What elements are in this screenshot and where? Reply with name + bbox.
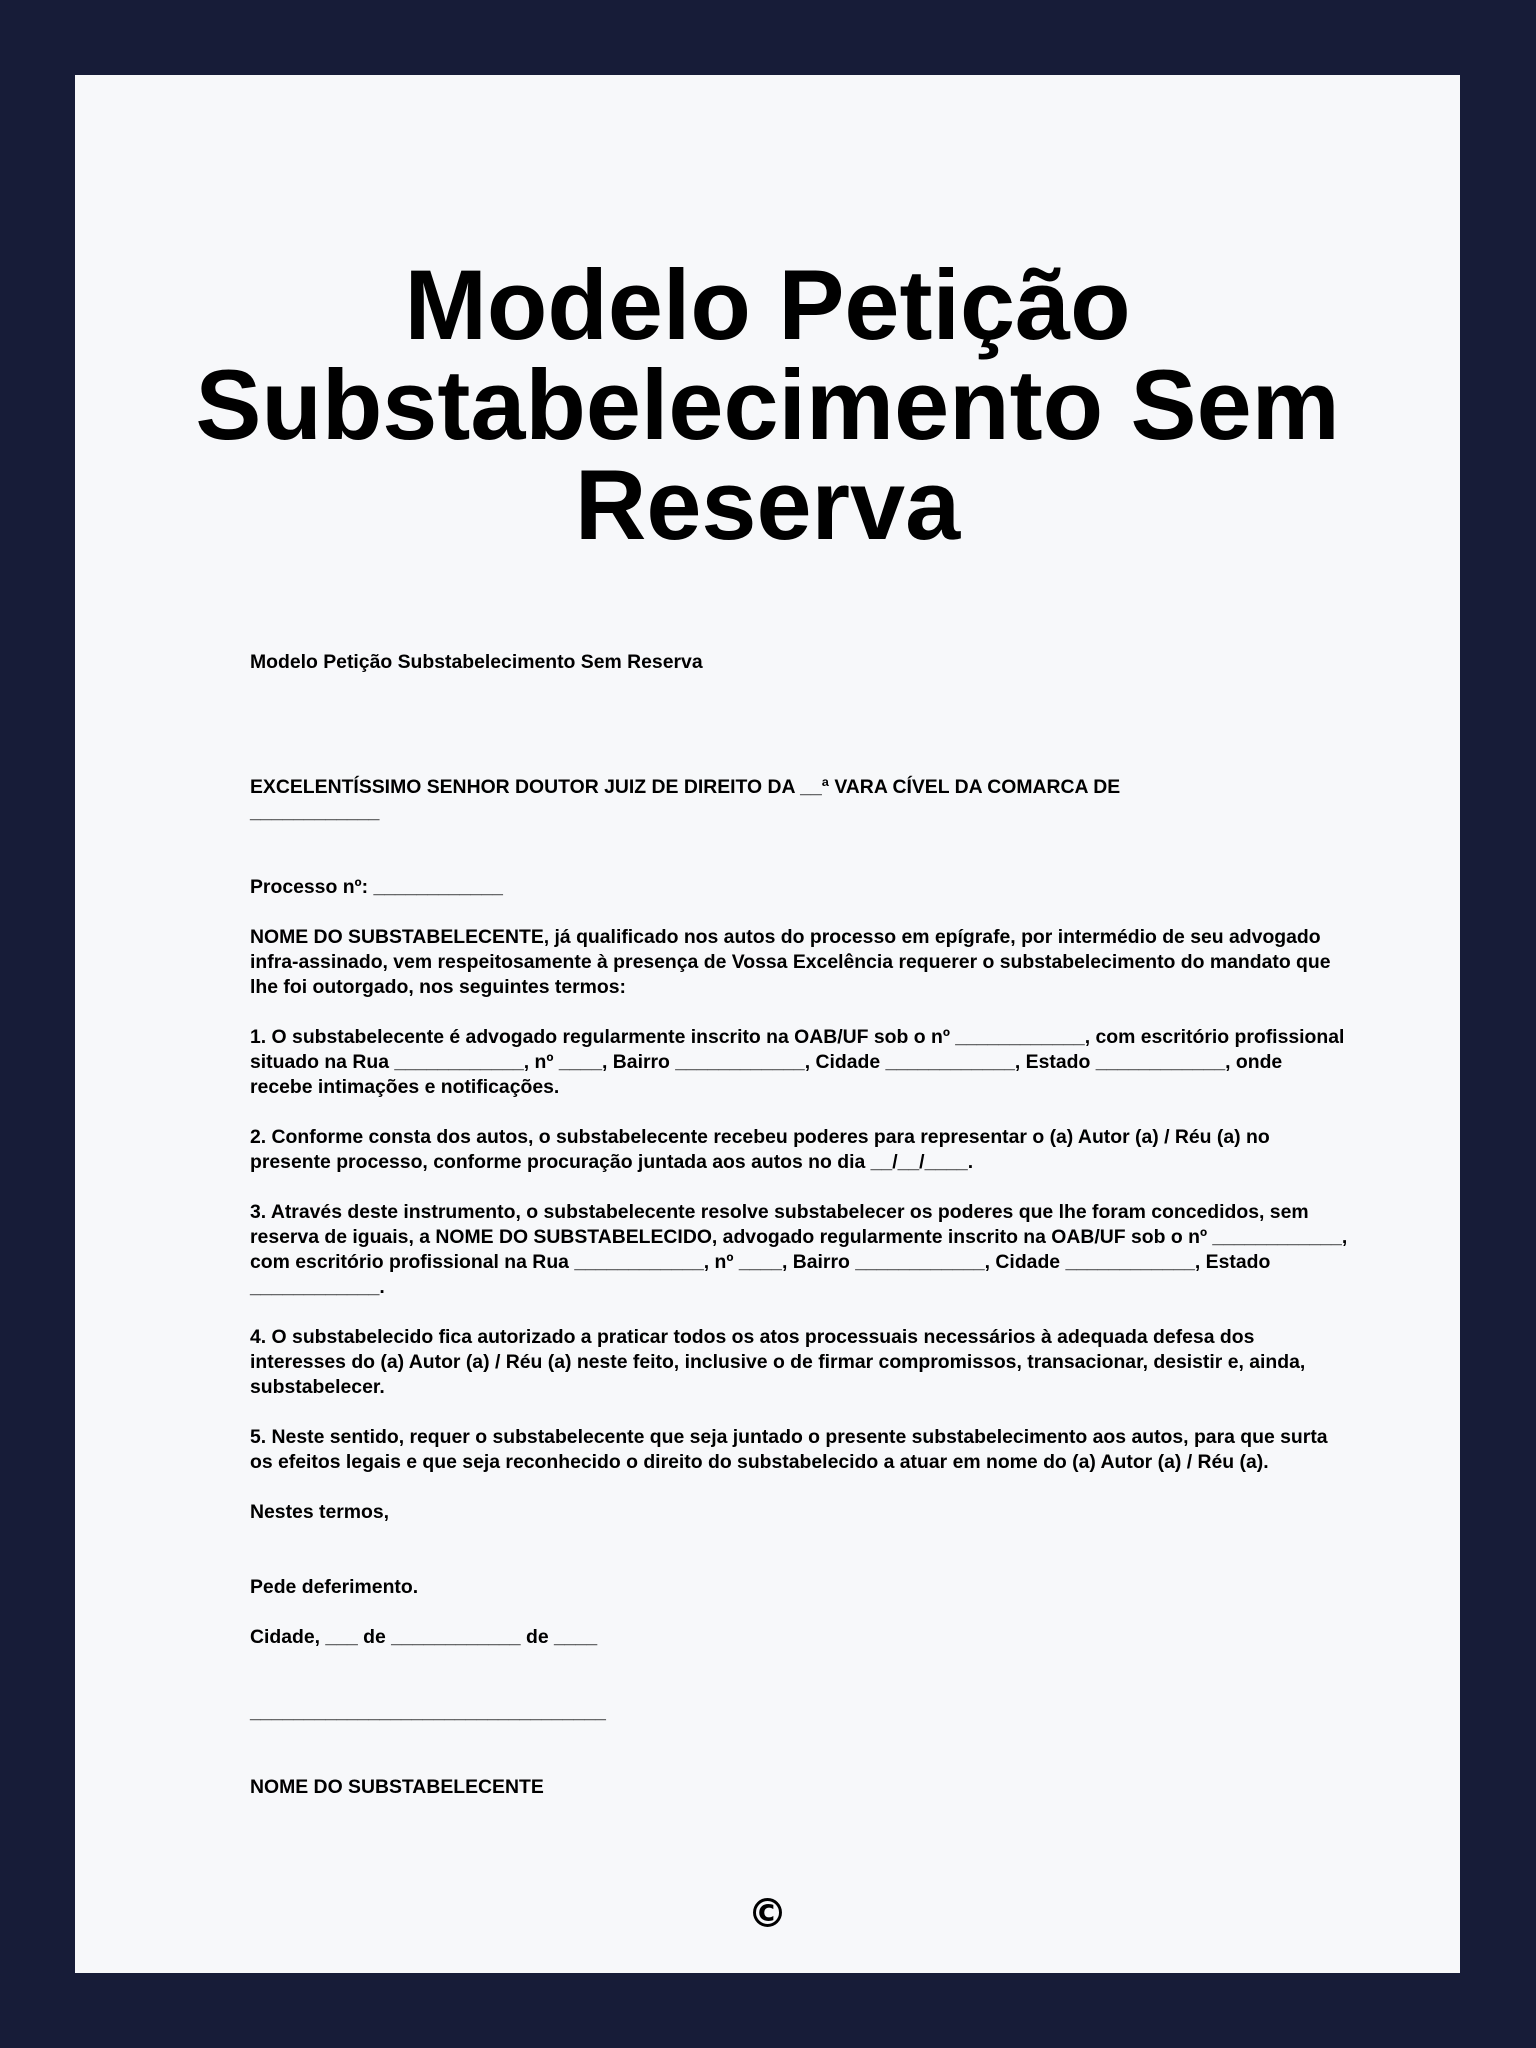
document-subtitle: Modelo Petição Substabelecimento Sem Reserva <box>250 651 703 673</box>
item-1-paragraph: 1. O substabelecente é advogado regularmente inscrito na OAB/UF sob o nº ____________, com escritório profissional situado na Rua ____________, nº ____, Bairro ____________, Cidade ____________, Estado ____________, onde recebe intimações e notificações. <box>250 1026 1345 1098</box>
item-5-paragraph: 5. Neste sentido, requer o substabelecente que seja juntado o presente substabelecimento aos autos, para que surta os efeitos legais e que seja reconhecido o direito do substabelecido a atuar em nome do (a) Autor (a) / Réu (a). <box>250 1426 1328 1473</box>
addressee-line-2: ____________ <box>250 801 380 823</box>
process-number: Processo nº: ____________ <box>250 876 503 898</box>
closing-pede-deferimento: Pede deferimento. <box>250 1576 419 1598</box>
intro-paragraph: NOME DO SUBSTABELECENTE, já qualificado nos autos do processo em epígrafe, por intermédio de seu advogado infra-assinado, vem respeitosamente à presença de Vossa Excelência requerer o substabelecimento do mandato que lhe foi outorgado, nos seguintes termos: <box>250 926 1331 998</box>
closing-nestes-termos: Nestes termos, <box>250 1501 390 1523</box>
addressee-line-1: EXCELENTÍSSIMO SENHOR DOUTOR JUIZ DE DIREITO DA __ª VARA CÍVEL DA COMARCA DE <box>250 776 1121 798</box>
document-title: Modelo Petição Substabelecimento Sem Reserva <box>195 249 1340 560</box>
signature-line: _________________________________ <box>250 1701 606 1723</box>
addressee-line <box>250 775 1350 825</box>
document-body <box>250 650 1350 1800</box>
date-line: Cidade, ___ de ____________ de ____ <box>250 1626 598 1648</box>
item-3-paragraph: 3. Através deste instrumento, o substabelecente resolve substabelecer os poderes que lhe foram concedidos, sem reserva de iguais, a NOME DO SUBSTABELECIDO, advogado regularmente inscrito na OAB/UF sob o nº ____________, com escritório profissional na Rua ____________, nº ____, Bairro ____________, Cidade ____________, Estado ____________. <box>250 1201 1348 1298</box>
item-4-paragraph: 4. O substabelecido fica autorizado a praticar todos os atos processuais necessários à adequada defesa dos interesses do (a) Autor (a) / Réu (a) neste feito, inclusive o de firmar compromissos, transacionar, desistir e, ainda, substabelecer. <box>250 1326 1306 1398</box>
document-page <box>75 75 1460 1973</box>
item-2-paragraph: 2. Conforme consta dos autos, o substabelecente recebeu poderes para representar o (a) Autor (a) / Réu (a) no presente processo, conforme procuração juntada aos autos no dia __/__/____. <box>250 1126 1270 1173</box>
copyright-symbol: © <box>747 1891 788 1937</box>
signer-name: NOME DO SUBSTABELECENTE <box>250 1776 544 1798</box>
